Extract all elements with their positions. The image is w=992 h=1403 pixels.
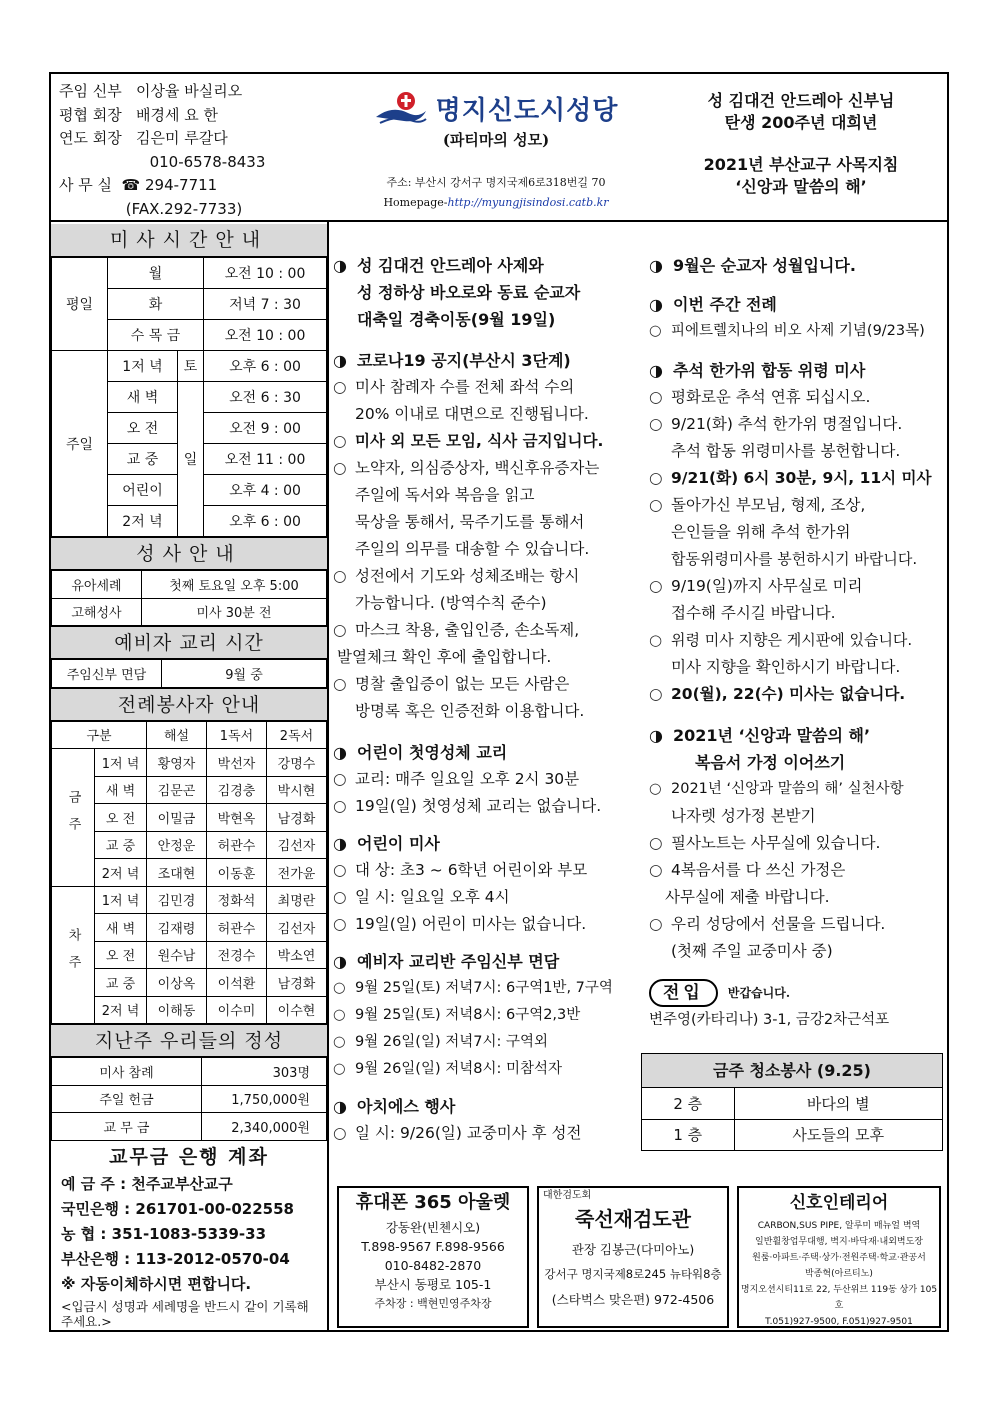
header-staff-info — [59, 80, 329, 221]
bullet-circle-icon: ○ — [649, 631, 663, 649]
bullet-circle-icon: ○ — [333, 980, 346, 996]
middle-column — [333, 244, 653, 1147]
bullet-item: ○ 위령 미사 지향은 게시판에 있습니다. — [649, 627, 949, 654]
catechumen-name: 주임신부 면담 — [52, 660, 162, 688]
table-cell: 박현옥 — [207, 804, 267, 832]
theme-line: ‘신앙과 말씀의 해’ — [735, 177, 867, 196]
ad-line: 강서구 명지국제8로245 뉴타워8층 — [544, 1267, 722, 1281]
mass-time: 오후 6 : 00 — [204, 351, 327, 382]
header-theme — [661, 90, 941, 198]
column-divider — [327, 222, 329, 1330]
table-row — [52, 886, 327, 914]
ad-line: 강동완(빈첸시오) — [385, 1220, 481, 1235]
notice-heading-cont: 성 정하상 바오로와 동료 순교자 — [357, 283, 581, 302]
table-cell: 새 벽 — [95, 914, 147, 942]
mass-name: 1저 녁 — [108, 351, 178, 382]
mass-name: 교 중 — [108, 444, 178, 475]
mass-name: 2저 녁 — [108, 506, 178, 537]
table-cell: 이밀금 — [147, 804, 207, 832]
bullet-circle-icon: ○ — [333, 459, 347, 477]
mass-day: 수 목 금 — [108, 320, 204, 351]
table-cell: 강명수 — [267, 749, 327, 777]
offering-name: 주일 헌금 — [52, 1085, 202, 1113]
table-cell: 이상옥 — [147, 969, 207, 997]
table-cell: 김선자 — [267, 831, 327, 859]
header — [51, 74, 947, 222]
cleaning-table — [642, 1088, 942, 1150]
bullet-item: ○ 명찰 출입증이 없는 모든 사람은 — [333, 671, 653, 698]
ad-title: 휴대폰 365 아울렛 — [355, 1192, 511, 1213]
table-cell: 교 중 — [95, 831, 147, 859]
notice-heading: ◑ 코로나19 공지(부산시 3단계) — [333, 347, 653, 374]
table-row — [52, 1113, 327, 1141]
half-circle-icon: ◑ — [333, 351, 347, 370]
servers-title: 전례봉사자 안내 — [51, 688, 327, 721]
notice-heading: ◑ 이번 주간 전례 — [649, 291, 949, 318]
bank-line: 예 금 주 : 천주교부산교구 — [61, 1174, 233, 1193]
header-line: 010-6578-8433 — [59, 152, 266, 171]
table-cell: 1저 녁 — [95, 749, 147, 777]
bullet-circle-icon: ○ — [333, 675, 347, 693]
table-row — [642, 1119, 942, 1150]
table-cell: 2저 녁 — [95, 859, 147, 887]
ad-line: T.898-9567 F.898-9566 — [361, 1239, 505, 1254]
bullet-item: ○ 우리 성당에서 선물을 드립니다. — [649, 911, 949, 938]
sacrament-title: 성사안내 — [51, 537, 327, 570]
table-row — [52, 351, 327, 382]
bullet-circle-icon: ○ — [333, 797, 347, 815]
table-cell: 안정운 — [147, 831, 207, 859]
bullet-cont: 미사 지향을 확인하시기 바랍니다. — [671, 658, 901, 676]
new-member-line: 변주영(카타리나) 3-1, 금강2차근석포 — [649, 1012, 890, 1028]
offering-value: 1,750,000원 — [202, 1085, 327, 1113]
parish-homepage — [341, 196, 651, 209]
table-row — [52, 1058, 327, 1086]
mass-day: 월 — [108, 258, 204, 289]
welcome-text: 반갑습니다. — [727, 985, 790, 1000]
header-parish — [341, 80, 651, 209]
notice-heading: ◑ 어린이 첫영성체 교리 — [333, 739, 653, 766]
table-cell: 김민경 — [147, 886, 207, 914]
bank-line: 부산은행 : 113-2012-0570-04 — [61, 1249, 290, 1268]
notice-heading: ◑ 예비자 교리반 주임신부 면담 — [333, 948, 653, 975]
table-row — [52, 258, 327, 289]
sunday-label: 주일 — [52, 351, 108, 537]
bullet-circle-icon: ○ — [333, 1034, 346, 1050]
parish-name: 명지신도시성당 — [435, 96, 619, 126]
cleaning-duty-box — [641, 1053, 943, 1151]
bullet-item: ○ 9/21(화) 6시 30분, 9시, 11시 미사 — [649, 465, 949, 492]
mass-schedule-table — [51, 257, 327, 537]
bullet-cont: 주일에 독서와 복음을 읽고 — [355, 486, 535, 504]
bullet-cont: (첫째 주일 교중미사 중) — [671, 942, 833, 960]
bullet-circle-icon: ○ — [333, 378, 347, 396]
ad-line: CARBON,SUS PIPE, 알루미 매뉴얼 벽역 — [757, 1221, 921, 1231]
table-header-row — [52, 721, 327, 749]
table-cell: 김문곤 — [147, 776, 207, 804]
table-cell: 1저 녁 — [95, 886, 147, 914]
table-row — [52, 660, 327, 688]
mass-name: 오 전 — [108, 413, 178, 444]
ad-line: 부산시 동평로 105-1 — [374, 1277, 492, 1292]
bullet-cont: 추석 합동 위령미사를 봉헌합니다. — [671, 442, 901, 460]
notice-heading: ◑ 성 김대건 안드레아 사제와 — [333, 252, 653, 279]
table-cell: 이동훈 — [207, 859, 267, 887]
ad-title: 죽선재검도관 — [575, 1207, 691, 1231]
ad-line: 010-8482-2870 — [384, 1258, 482, 1273]
table-cell: 2저 녁 — [95, 996, 147, 1024]
table-cell: 남경화 — [267, 969, 327, 997]
mass-time: 오전 6 : 30 — [204, 382, 327, 413]
bullet-circle-icon: ○ — [649, 915, 663, 933]
theme-line: 2021년 부산교구 사목지침 — [703, 155, 899, 174]
table-cell: 오 전 — [95, 941, 147, 969]
bullet-item: ○ 9월 25일(토) 저녁8시: 6구역2,3반 — [333, 1002, 653, 1029]
half-circle-icon: ◑ — [649, 726, 663, 745]
table-cell: 김선자 — [267, 914, 327, 942]
ad-line: 주차장 : 백현민영주차장 — [374, 1297, 492, 1310]
half-circle-icon: ◑ — [333, 743, 347, 762]
table-cell: 교 중 — [95, 969, 147, 997]
bullet-cont: 가능합니다. (방역수칙 준수) — [355, 594, 547, 612]
theme-line: 성 김대건 안드레아 신부님 — [707, 91, 895, 110]
cleaning-floor: 2 층 — [642, 1088, 734, 1119]
bullet-cont: 발열체크 확인 후에 출입합니다. — [337, 648, 552, 666]
bullet-circle-icon: ○ — [649, 861, 663, 879]
notice-heading: ◑ 아치에스 행사 — [333, 1093, 653, 1120]
table-cell: 박소연 — [267, 941, 327, 969]
notice-heading: ◑ 어린이 미사 — [333, 830, 653, 857]
bullet-item: ○ 9/21(화) 추석 한가위 명절입니다. — [649, 411, 949, 438]
bullet-cont: 사무실에 제출 바랍니다. — [665, 888, 830, 906]
notice-heading-cont: 대축일 경축이동(9월 19일) — [357, 310, 556, 329]
bank-line: ※ 자동이체하시면 편합니다. — [61, 1274, 252, 1293]
table-cell: 이석환 — [207, 969, 267, 997]
bullet-item: ○ 2021년 ‘신앙과 말씀의 해’ 실천사항 — [649, 776, 949, 803]
bullet-circle-icon: ○ — [649, 577, 663, 595]
sacrament-value: 미사 30분 전 — [142, 598, 327, 626]
bullet-circle-icon: ○ — [649, 388, 663, 406]
ad-kendo-gym — [537, 1186, 729, 1328]
half-circle-icon: ◑ — [333, 1097, 347, 1116]
right-column — [649, 244, 949, 1034]
ad-phone-outlet — [337, 1186, 529, 1328]
bullet-item: ○ 9/19(일)까지 사무실로 미리 — [649, 573, 949, 600]
table-cell: 남경화 — [267, 804, 327, 832]
sacrament-name: 고해성사 — [52, 598, 142, 626]
bullet-circle-icon: ○ — [649, 415, 663, 433]
bullet-item: ○ 일 시: 일요일 오후 4시 — [333, 884, 653, 911]
header-line: 사 무 실 ☎ 294-7711 — [59, 176, 218, 194]
bullet-circle-icon: ○ — [333, 1007, 346, 1023]
bullet-circle-icon: ○ — [649, 834, 663, 852]
mass-time: 저녁 7 : 30 — [204, 289, 327, 320]
cleaning-team: 바다의 별 — [734, 1088, 942, 1119]
ad-title: 신호인테리어 — [789, 1193, 889, 1213]
offering-value: 303명 — [202, 1058, 327, 1086]
mass-time: 오전 10 : 00 — [204, 320, 327, 351]
bullet-cont: 나자렛 성가정 본받기 — [671, 807, 816, 825]
table-cell: 이해동 — [147, 996, 207, 1024]
saturday-label: 토 — [178, 351, 204, 382]
ad-line: 일반휠창업무대행, 벽지·바닥재·내외벽도장 — [755, 1237, 923, 1247]
sacrament-value: 첫째 토요일 오후 5:00 — [142, 571, 327, 599]
bullet-cont: 방명록 혹은 인증전화 이용합니다. — [355, 702, 585, 720]
table-row — [52, 1085, 327, 1113]
bank-note: <입금시 성명과 세례명을 반드시 같이 기록해 주세요.> — [61, 1298, 309, 1329]
table-cell: 박시현 — [267, 776, 327, 804]
bullet-item: ○ 미사 외 모든 모임, 식사 금지입니다. — [333, 428, 653, 455]
bullet-circle-icon: ○ — [333, 770, 347, 788]
table-cell: 김재령 — [147, 914, 207, 942]
ad-line: 명지오션시티11로 22, 두산위브 119동 상가 105호 — [740, 1285, 938, 1311]
bullet-circle-icon: ○ — [333, 915, 347, 933]
mass-time: 오전 11 : 00 — [204, 444, 327, 475]
table-row — [52, 571, 327, 599]
half-circle-icon: ◑ — [333, 256, 347, 275]
parish-logo-icon — [374, 91, 428, 127]
ad-interior — [737, 1186, 941, 1328]
offering-title: 지난주 우리들의 정성 — [51, 1024, 327, 1057]
bullet-item: ○ 19일(일) 첫영성체 교리는 없습니다. — [333, 793, 653, 820]
new-member-badge: 전입 — [649, 979, 718, 1007]
bullet-item: ○ 일 시: 9/26(일) 교중미사 후 성전 — [333, 1120, 653, 1147]
bank-line: 농 협 : 351-1083-5339-33 — [61, 1224, 267, 1243]
bullet-circle-icon: ○ — [649, 323, 662, 339]
catechumen-value: 9월 중 — [162, 660, 327, 688]
mass-time: 오후 4 : 00 — [204, 475, 327, 506]
bank-account-section — [51, 1141, 327, 1333]
bullet-circle-icon: ○ — [333, 432, 347, 450]
ad-line: 원룸·아파트·주택·상가·전원주택·학교·관공서 — [752, 1253, 926, 1263]
homepage-label: Homepage- — [383, 196, 448, 209]
servers-table — [51, 721, 327, 1025]
ad-line: (스타벅스 맞은편) 972-4506 — [551, 1292, 715, 1307]
table-cell: 이수미 — [207, 996, 267, 1024]
bullet-item: ○ 피에트렐치나의 비오 사제 기념(9/23목) — [649, 318, 949, 345]
bullet-cont: 묵상을 통해서, 묵주기도를 통해서 — [355, 513, 585, 531]
table-cell: 정화석 — [207, 886, 267, 914]
bullet-item: ○ 마스크 착용, 출입인증, 손소독제, — [333, 617, 653, 644]
table-cell: 오 전 — [95, 804, 147, 832]
bullet-circle-icon: ○ — [333, 567, 347, 585]
bullet-item: ○ 교리: 매주 일요일 오후 2시 30분 — [333, 766, 653, 793]
bullet-cont: 은인들을 위해 추석 한가위 — [671, 523, 851, 541]
bullet-cont: 20% 이내로 대면으로 진행됩니다. — [355, 405, 589, 423]
notice-heading-cont: 복음서 가정 이어쓰기 — [695, 753, 846, 772]
half-circle-icon: ◑ — [333, 952, 347, 971]
table-cell: 이수현 — [267, 996, 327, 1024]
this-week-label: 금주 — [52, 749, 95, 887]
mass-time: 오후 6 : 00 — [204, 506, 327, 537]
table-cell: 원수남 — [147, 941, 207, 969]
column-header: 1독서 — [207, 721, 267, 749]
bullet-item: ○ 20(월), 22(수) 미사는 없습니다. — [649, 681, 949, 708]
half-circle-icon: ◑ — [333, 834, 347, 853]
homepage-link[interactable]: http://myungjisindosi.catb.kr — [447, 196, 609, 209]
cleaning-title: 금주 청소봉사 (9.25) — [642, 1054, 942, 1088]
mass-time: 오전 9 : 00 — [204, 413, 327, 444]
ad-line: T.051)927-9500, F.051)927-9501 — [765, 1317, 913, 1327]
catechumen-table — [51, 659, 327, 688]
table-cell: 황영자 — [147, 749, 207, 777]
notice-heading: ◑ 2021년 ‘신앙과 말씀의 해’ — [649, 722, 949, 749]
cleaning-team: 사도들의 모후 — [734, 1119, 942, 1150]
bullet-item: ○ 19일(일) 어린이 미사는 없습니다. — [333, 911, 653, 938]
bullet-circle-icon: ○ — [649, 781, 662, 797]
table-cell: 새 벽 — [95, 776, 147, 804]
header-line: 연도 회장 김은미 루갈다 — [59, 129, 228, 147]
bullet-circle-icon: ○ — [649, 469, 663, 487]
bullet-item: ○ 미사 참례자 수를 전체 좌석 수의 — [333, 374, 653, 401]
bullet-cont: 합동위령미사를 봉헌하시기 바랍니다. — [671, 550, 918, 568]
column-header: 구분 — [52, 721, 147, 749]
sacrament-table — [51, 570, 327, 626]
ad-line: 박종혁(아르티노) — [805, 1269, 873, 1279]
header-line: 주임 신부 이상율 바실리오 — [59, 82, 243, 100]
offering-value: 2,340,000원 — [202, 1113, 327, 1141]
bullet-circle-icon: ○ — [333, 1124, 347, 1142]
bullet-circle-icon: ○ — [333, 861, 347, 879]
bullet-item: ○ 돌아가신 부모님, 형제, 조상, — [649, 492, 949, 519]
cleaning-floor: 1 층 — [642, 1119, 734, 1150]
table-cell: 김경충 — [207, 776, 267, 804]
left-column — [51, 224, 327, 1333]
header-line: 평협 회장 배경세 요 한 — [59, 105, 219, 124]
bullet-item: ○ 9월 25일(토) 저녁7시: 6구역1반, 7구역 — [333, 975, 653, 1002]
bullet-item: ○ 대 상: 초3 ~ 6학년 어린이와 부모 — [333, 857, 653, 884]
mass-name: 새 벽 — [108, 382, 178, 413]
column-header: 2독서 — [267, 721, 327, 749]
bullet-circle-icon: ○ — [333, 1061, 346, 1077]
table-cell: 최명란 — [267, 886, 327, 914]
header-line: (FAX.292-7733) — [59, 199, 243, 218]
ad-line: 관장 김봉근(다미아노) — [571, 1242, 695, 1257]
bullet-item: ○ 9월 26일(일) 저녁8시: 미참석자 — [333, 1056, 653, 1083]
half-circle-icon: ◑ — [649, 256, 663, 275]
half-circle-icon: ◑ — [649, 295, 663, 314]
offering-table — [51, 1057, 327, 1141]
next-week-label: 차주 — [52, 886, 95, 1024]
half-circle-icon: ◑ — [649, 361, 663, 380]
ad-label: 대한검도회 — [543, 1190, 592, 1201]
mass-day: 화 — [108, 289, 204, 320]
parish-logo — [341, 90, 651, 127]
parish-address: 주소: 부산시 강서구 명지국제6로318번길 70 — [386, 176, 606, 189]
bullet-item: ○ 4복음서를 다 쓰신 가정은 — [649, 857, 949, 884]
weekday-label: 평일 — [52, 258, 108, 351]
table-cell: 전경수 — [207, 941, 267, 969]
table-cell: 조대현 — [147, 859, 207, 887]
mass-schedule-title: 미사시간안내 — [51, 224, 327, 257]
bullet-item: ○ 성전에서 기도와 성체조배는 항시 — [333, 563, 653, 590]
mass-name: 어린이 — [108, 475, 178, 506]
table-cell: 박선자 — [207, 749, 267, 777]
bullet-circle-icon: ○ — [649, 496, 663, 514]
bank-line: 국민은행 : 261701-00-022558 — [61, 1199, 294, 1218]
theme-line: 탄생 200주년 대희년 — [724, 113, 878, 132]
sunday-day-label: 일 — [178, 382, 204, 537]
bank-title: 교무금 은행 계좌 — [109, 1145, 269, 1168]
offering-name: 미사 참례 — [52, 1058, 202, 1086]
table-cell: 전가윤 — [267, 859, 327, 887]
table-cell: 허관수 — [207, 914, 267, 942]
table-row — [642, 1088, 942, 1119]
bullet-circle-icon: ○ — [649, 685, 663, 703]
parish-subtitle: (파티마의 성모) — [442, 131, 550, 149]
bullet-cont: 접수해 주시길 바랍니다. — [671, 604, 836, 622]
bullet-item: ○ 노약자, 의심증상자, 백신후유증자는 — [333, 455, 653, 482]
bullet-circle-icon: ○ — [333, 621, 347, 639]
catechumen-title: 예비자 교리 시간 — [51, 626, 327, 659]
bullet-cont: 주일의 의무를 대송할 수 있습니다. — [355, 540, 590, 558]
table-cell: 허관수 — [207, 831, 267, 859]
mass-time: 오전 10 : 00 — [204, 258, 327, 289]
bullet-circle-icon: ○ — [333, 888, 347, 906]
new-member-banner — [649, 979, 949, 1007]
table-row — [52, 749, 327, 777]
notice-heading: ◑ 추석 한가위 합동 위령 미사 — [649, 357, 949, 384]
bullet-item: ○ 필사노트는 사무실에 있습니다. — [649, 830, 949, 857]
bullet-item: ○ 9월 26일(일) 저녁7시: 구역외 — [333, 1029, 653, 1056]
column-header: 해설 — [147, 721, 207, 749]
table-row — [52, 598, 327, 626]
bullet-item: ○ 평화로운 추석 연휴 되십시오. — [649, 384, 949, 411]
sacrament-name: 유아세례 — [52, 571, 142, 599]
notice-heading: ◑ 9월은 순교자 성월입니다. — [649, 252, 949, 279]
offering-name: 교 무 금 — [52, 1113, 202, 1141]
